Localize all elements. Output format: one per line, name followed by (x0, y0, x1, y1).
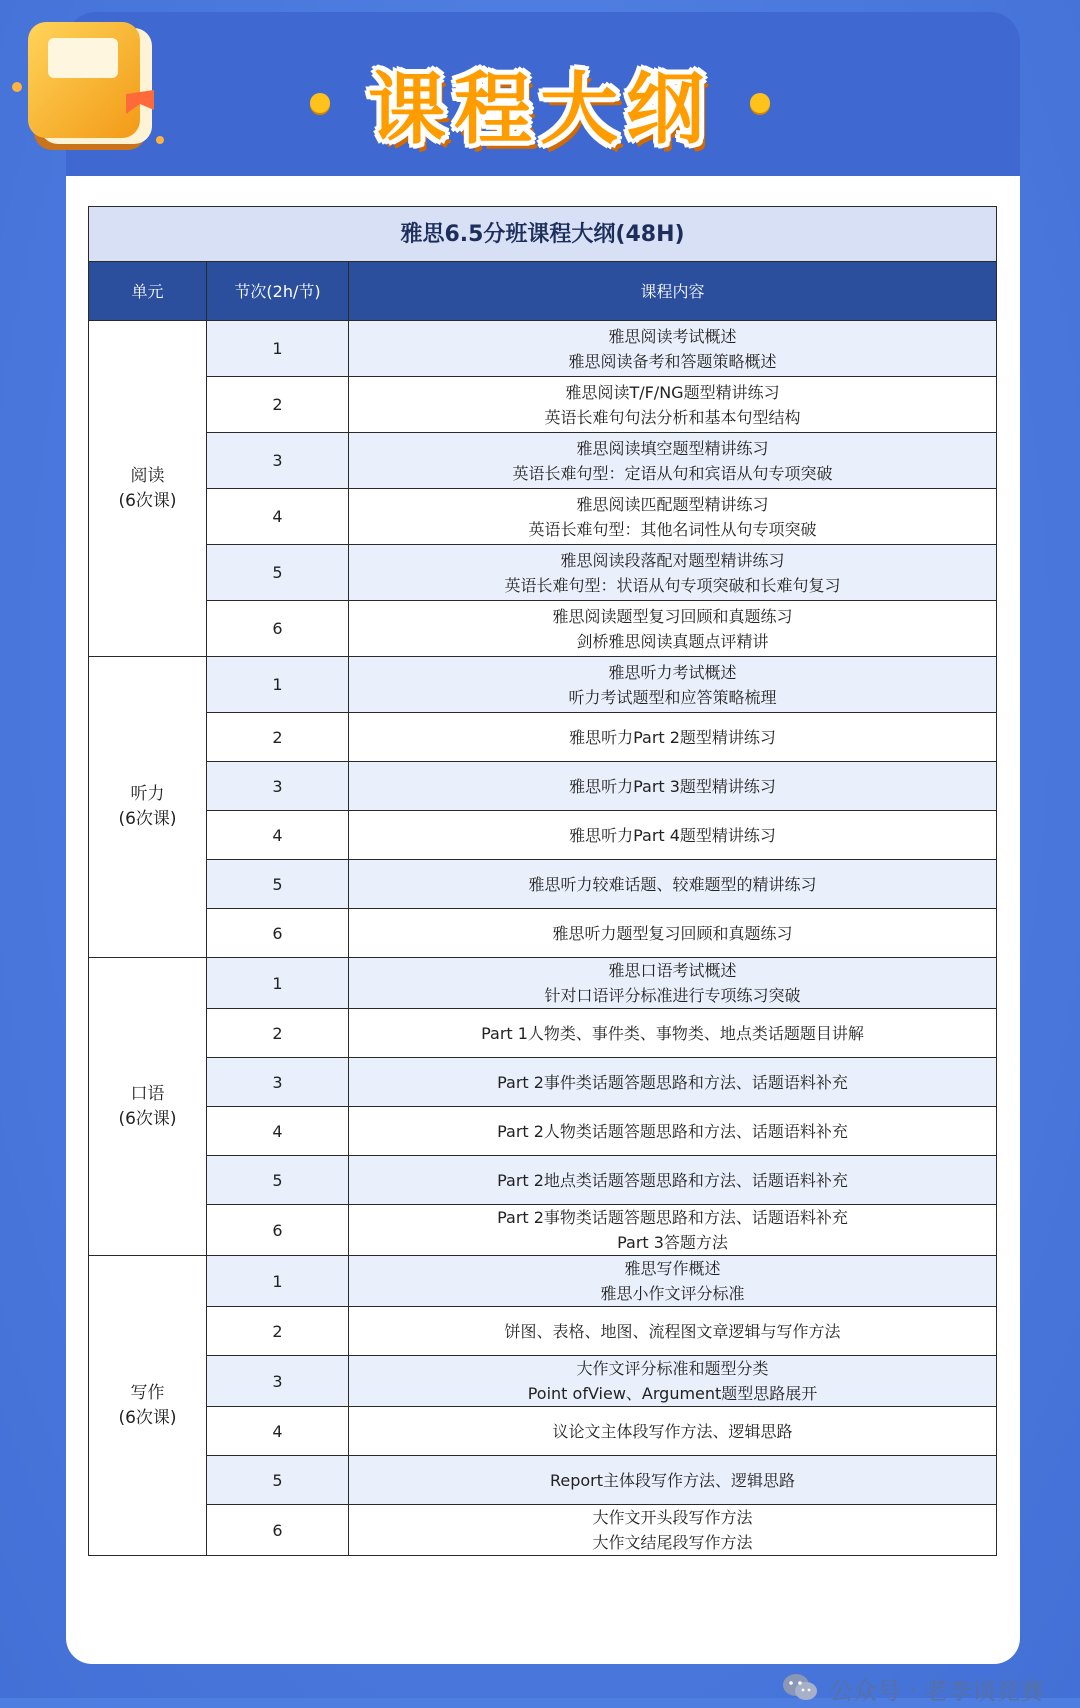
lesson-content (349, 958, 997, 1009)
table-row (89, 1505, 997, 1556)
table-row (89, 1456, 997, 1505)
title-dot-left (310, 93, 330, 113)
table-row (89, 657, 997, 713)
table-row (89, 377, 997, 433)
lesson-content-line: 雅思听力Part 2题型精讲练习 (569, 727, 776, 747)
lesson-content-line: 雅思小作文评分标准 (600, 1284, 745, 1303)
lesson-number: 3 (207, 1058, 349, 1107)
lesson-content (349, 433, 997, 489)
table-row (89, 545, 997, 601)
lesson-content-line: Part 2事件类话题答题思路和方法、话题语料补充 (497, 1072, 848, 1092)
watermark-text: 公众号 · 老李谈竞赛 (829, 1676, 1044, 1705)
lesson-number: 3 (207, 762, 349, 811)
lesson-number: 5 (207, 860, 349, 909)
table-body (89, 321, 997, 1556)
lesson-content-line: 雅思阅读题型复习回顾和真题练习 (552, 606, 793, 626)
lesson-content-line: Part 2地点类话题答题思路和方法、话题语料补充 (497, 1170, 848, 1190)
lesson-content (349, 657, 997, 713)
lesson-content-line: 雅思听力较难话题、较难题型的精讲练习 (528, 874, 817, 894)
lesson-content (349, 1256, 997, 1307)
lesson-content-line: Part 2事物类话题答题思路和方法、话题语料补充 (497, 1208, 848, 1227)
lesson-content-line: 雅思阅读段落配对题型精讲练习 (560, 550, 785, 570)
table-row (89, 1256, 997, 1307)
page-header (0, 48, 1080, 158)
unit-count: (6次课) (118, 490, 177, 511)
lesson-content (349, 811, 997, 860)
lesson-content (349, 713, 997, 762)
lesson-content-line: 英语长难句型：其他名词性从句专项突破 (528, 519, 817, 539)
lesson-content-line: 雅思阅读考试概述 (608, 326, 737, 346)
table-row (89, 1156, 997, 1205)
lesson-content (349, 1058, 997, 1107)
lesson-number: 5 (207, 1456, 349, 1505)
unit-name: 阅读 (130, 465, 165, 486)
lesson-number: 3 (207, 433, 349, 489)
table-row (89, 1058, 997, 1107)
lesson-number: 4 (207, 811, 349, 860)
lesson-content (349, 1107, 997, 1156)
table-header-row (89, 262, 997, 321)
lesson-content-line: 英语长难句型：定语从句和宾语从句专项突破 (512, 463, 833, 483)
lesson-content-line: 饼图、表格、地图、流程图文章逻辑与写作方法 (504, 1321, 841, 1341)
table-row (89, 909, 997, 958)
lesson-number: 2 (207, 1307, 349, 1356)
table-caption: 雅思6.5分班课程大纲(48H) (89, 207, 997, 262)
lesson-content-line: 雅思听力题型复习回顾和真题练习 (552, 923, 793, 943)
table-row (89, 1009, 997, 1058)
lesson-content (349, 1009, 997, 1058)
watermark (781, 1668, 1044, 1708)
lesson-content-line: 雅思口语考试概述 (608, 961, 737, 980)
lesson-content (349, 321, 997, 377)
column-header-unit: 单元 (89, 262, 207, 321)
unit-name: 口语 (130, 1083, 165, 1104)
lesson-content (349, 1356, 997, 1407)
table-row (89, 713, 997, 762)
table-row (89, 1205, 997, 1256)
lesson-content (349, 545, 997, 601)
lesson-number: 1 (207, 958, 349, 1009)
lesson-content-line: 大作文开头段写作方法 (592, 1508, 753, 1527)
table-row (89, 1307, 997, 1356)
lesson-content-line: 雅思写作概述 (624, 1259, 721, 1278)
lesson-content-line: Part 1人物类、事件类、事物类、地点类话题题目讲解 (481, 1023, 864, 1043)
table-row (89, 489, 997, 545)
lesson-number: 4 (207, 1407, 349, 1456)
table-row (89, 321, 997, 377)
lesson-content (349, 377, 997, 433)
lesson-number: 1 (207, 1256, 349, 1307)
lesson-content-line: 英语长难句句法分析和基本句型结构 (544, 407, 801, 427)
lesson-content (349, 1505, 997, 1556)
table-row (89, 601, 997, 657)
lesson-number: 5 (207, 1156, 349, 1205)
lesson-number: 3 (207, 1356, 349, 1407)
table-row (89, 1107, 997, 1156)
lesson-number: 1 (207, 657, 349, 713)
lesson-content (349, 1456, 997, 1505)
lesson-number: 5 (207, 545, 349, 601)
lesson-content-line: 针对口语评分标准进行专项练习突破 (544, 986, 801, 1005)
table-row (89, 1356, 997, 1407)
wechat-icon (781, 1672, 819, 1704)
curriculum-table (88, 206, 997, 1556)
lesson-number: 4 (207, 489, 349, 545)
lesson-number: 2 (207, 377, 349, 433)
lesson-number: 6 (207, 601, 349, 657)
lesson-content-line: Part 2人物类话题答题思路和方法、话题语料补充 (497, 1121, 848, 1141)
lesson-content-line: Report主体段写作方法、逻辑思路 (549, 1470, 796, 1490)
unit-count: (6次课) (118, 809, 177, 829)
table-row (89, 860, 997, 909)
title-dot-right (750, 93, 770, 113)
lesson-content (349, 1407, 997, 1456)
lesson-content-line: 大作文评分标准和题型分类 (576, 1359, 769, 1378)
lesson-number: 4 (207, 1107, 349, 1156)
lesson-content-line: 议论文主体段写作方法、逻辑思路 (552, 1421, 793, 1441)
unit-cell (89, 1256, 207, 1556)
column-header-lesson: 节次(2h/节) (207, 262, 349, 321)
table-row (89, 811, 997, 860)
lesson-number: 6 (207, 1205, 349, 1256)
lesson-content (349, 909, 997, 958)
unit-cell (89, 657, 207, 958)
unit-name: 写作 (130, 1382, 165, 1403)
unit-count: (6次课) (118, 1108, 177, 1129)
lesson-content-line: 雅思阅读备考和答题策略概述 (568, 351, 777, 371)
lesson-content (349, 1156, 997, 1205)
page-title: 课程大纲 (367, 65, 712, 155)
lesson-content-line: 剑桥雅思阅读真题点评精讲 (576, 631, 769, 651)
lesson-content (349, 489, 997, 545)
lesson-content-line: 听力考试题型和应答策略梳理 (568, 687, 777, 707)
unit-name: 听力 (130, 784, 165, 804)
lesson-content-line: 雅思阅读T/F/NG题型精讲练习 (565, 382, 780, 402)
lesson-content-line: 大作文结尾段写作方法 (592, 1533, 753, 1552)
lesson-number: 6 (207, 909, 349, 958)
table-row (89, 1407, 997, 1456)
lesson-content (349, 601, 997, 657)
lesson-content (349, 762, 997, 811)
lesson-content (349, 1307, 997, 1356)
table-row (89, 433, 997, 489)
lesson-content-line: Part 3答题方法 (617, 1233, 728, 1252)
lesson-content (349, 1205, 997, 1256)
table-row (89, 958, 997, 1009)
table-row (89, 762, 997, 811)
lesson-number: 1 (207, 321, 349, 377)
lesson-number: 2 (207, 1009, 349, 1058)
unit-cell (89, 958, 207, 1256)
unit-count: (6次课) (118, 1407, 177, 1428)
lesson-content-line: 雅思阅读填空题型精讲练习 (576, 438, 769, 458)
lesson-content-line: 英语长难句型：状语从句专项突破和长难句复习 (504, 575, 841, 595)
lesson-number: 2 (207, 713, 349, 762)
lesson-content-line: 雅思阅读匹配题型精讲练习 (576, 494, 769, 514)
lesson-content (349, 860, 997, 909)
lesson-content-line: 雅思听力考试概述 (608, 662, 737, 682)
unit-cell (89, 321, 207, 657)
lesson-number: 6 (207, 1505, 349, 1556)
lesson-content-line: 雅思听力Part 3题型精讲练习 (569, 776, 776, 796)
column-header-content: 课程内容 (349, 262, 997, 321)
lesson-content-line: Point ofView、Argument题型思路展开 (527, 1384, 818, 1403)
lesson-content-line: 雅思听力Part 4题型精讲练习 (569, 825, 776, 845)
